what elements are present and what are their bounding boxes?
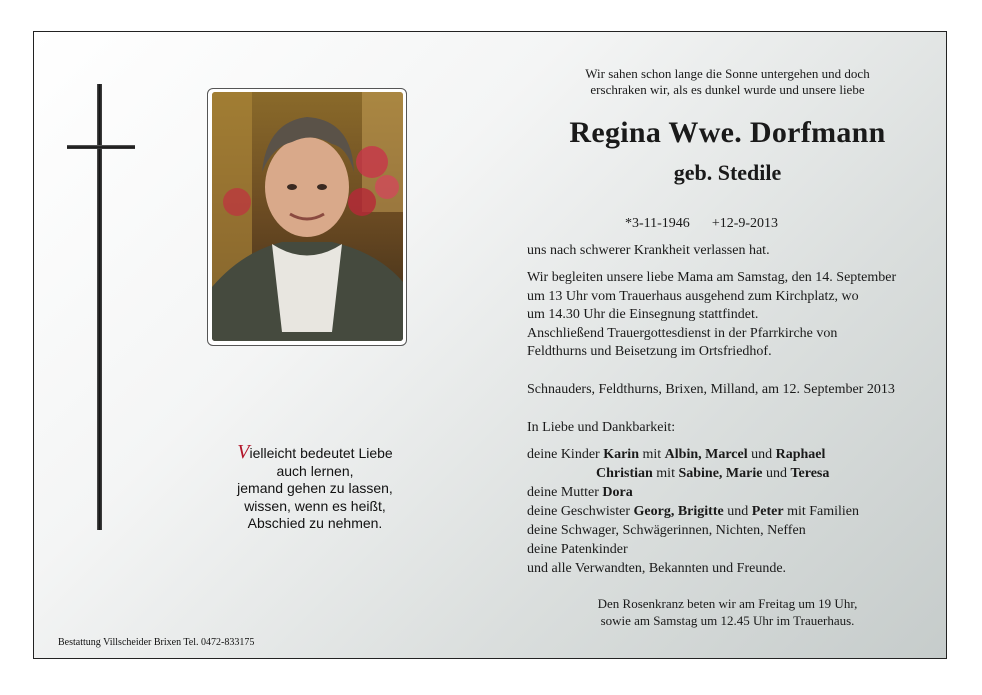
family-godchildren: deine Patenkinder xyxy=(527,542,628,557)
family-children-2 xyxy=(527,464,859,483)
name-peter: Peter xyxy=(751,504,784,519)
place-and-date: Schnauders, Feldthurns, Brixen, Milland, am 12. September 2013 xyxy=(527,382,895,397)
rosary-info xyxy=(520,595,935,629)
funeral-line-1: Wir begleiten unsere liebe Mama am Samstag, den 14. September xyxy=(527,270,897,285)
poem-initial-letter: V xyxy=(237,441,250,463)
funeral-line-4: Anschließend Trauergottesdienst in der Pfarrkirche von xyxy=(527,325,838,341)
quote-line-2: erschraken wir, als es dunkel wurde und unsere liebe xyxy=(590,82,865,97)
poem-line-3: jemand gehen zu lassen, xyxy=(237,480,393,496)
name-raphael: Raphael xyxy=(775,447,826,462)
name-dora: Dora xyxy=(602,485,633,500)
in-love-heading: In Liebe und Dankbarkeit: xyxy=(527,420,676,435)
family-relatives: und alle Verwandten, Bekannten und Freunde. xyxy=(527,561,787,576)
poem-line-5: Abschied zu nehmen. xyxy=(247,515,383,531)
word-und: und xyxy=(765,466,787,481)
poem-line-4: wissen, wenn es heißt, xyxy=(244,497,386,514)
poem xyxy=(205,441,425,533)
funeral-line-2: um 13 Uhr vom Trauerhaus ausgehend zum Kirchplatz, wo xyxy=(527,288,859,304)
children-prefix: deine Kinder xyxy=(527,447,600,462)
cross-horizontal-bar xyxy=(67,145,135,149)
passing-text: uns nach schwerer Krankheit verlassen hat. xyxy=(527,243,770,258)
rosary-line-1: Den Rosenkranz beten wir am Freitag um 19 Uhr, xyxy=(597,596,858,611)
birth-date: *3-11-1946 xyxy=(625,216,690,231)
family-mother xyxy=(527,483,859,502)
word-und: und xyxy=(751,447,773,462)
siblings-prefix: deine Geschwister xyxy=(527,504,631,519)
poem-line-2: auch lernen, xyxy=(276,462,354,479)
funeral-line-3: um 14.30 Uhr die Einsegnung stattfindet. xyxy=(527,307,759,322)
name-karin: Karin xyxy=(603,447,639,462)
poem-line-1-rest: ielleicht bedeutet Liebe xyxy=(249,445,393,461)
names-albin-marcel: Albin, Marcel xyxy=(664,447,748,462)
names-georg-brigitte: Georg, Brigitte xyxy=(633,504,724,519)
funeral-details xyxy=(527,269,896,362)
word-mit: mit xyxy=(656,466,675,481)
poem-line-1 xyxy=(205,441,425,463)
family-children xyxy=(527,445,859,464)
cross-vertical-bar xyxy=(97,84,102,530)
birth-name: geb. Stedile xyxy=(673,160,782,185)
with-families: mit Familien xyxy=(787,504,860,519)
quote-line-1: Wir sahen schon lange die Sonne untergehen und doch xyxy=(585,66,870,81)
opening-quote xyxy=(520,66,935,98)
funeral-home-footer: Bestattung Villscheider Brixen Tel. 0472-833175 xyxy=(58,637,255,648)
name-christian: Christian xyxy=(596,466,653,481)
rosary-line-2: sowie am Samstag um 12.45 Uhr im Trauerhaus. xyxy=(600,613,855,628)
family-list xyxy=(527,445,859,578)
family-in-laws: deine Schwager, Schwägerinnen, Nichten, Neffen xyxy=(527,523,806,538)
word-mit: mit xyxy=(642,447,662,462)
portrait-photo xyxy=(212,92,403,341)
deceased-name: Regina Wwe. Dorfmann xyxy=(569,116,886,149)
funeral-line-5: Feldthurns und Beisetzung im Ortsfriedhof. xyxy=(527,344,772,359)
life-dates xyxy=(625,216,800,232)
names-sabine-marie: Sabine, Marie xyxy=(678,466,763,481)
death-date: +12-9-2013 xyxy=(711,216,779,231)
portrait-illustration xyxy=(212,92,403,341)
name-teresa: Teresa xyxy=(790,466,830,481)
family-siblings xyxy=(527,502,859,521)
mother-prefix: deine Mutter xyxy=(527,485,599,500)
word-und: und xyxy=(727,504,749,519)
